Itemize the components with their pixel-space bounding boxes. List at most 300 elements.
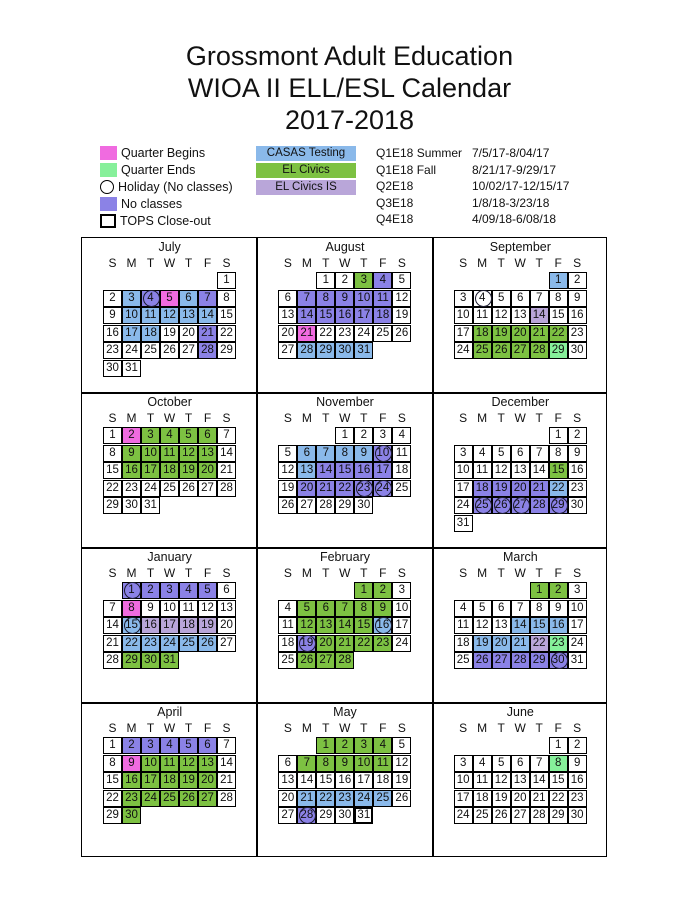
quarter-name: Q1E18 Summer	[376, 146, 463, 160]
day-cell: 11	[160, 445, 179, 462]
day-cell: 5	[492, 290, 511, 307]
holiday-circle-icon	[475, 497, 492, 514]
day-cell: 7	[511, 600, 530, 617]
weekday-letter: T	[497, 566, 505, 580]
quarter-row	[376, 145, 569, 162]
day-cell: 27	[511, 807, 530, 824]
day-cell: 9	[373, 600, 392, 617]
day-cell: 21	[511, 635, 530, 652]
day-cell: 19	[278, 480, 297, 497]
day-cell: 3	[122, 290, 141, 307]
day-cell: 9	[122, 755, 141, 772]
day-cell: 3	[141, 737, 160, 754]
month-name: May	[333, 705, 357, 719]
day-cell: 25	[373, 790, 392, 807]
weekday-letter: W	[514, 256, 526, 270]
day-cell: 27	[179, 342, 198, 359]
day-cell: 18	[160, 772, 179, 789]
day-cell: 17	[141, 462, 160, 479]
day-cell: 23	[373, 635, 392, 652]
weekday-letter: M	[301, 721, 312, 735]
day-cell: 21	[103, 635, 122, 652]
day-cell: 29	[549, 342, 568, 359]
day-cell: 21	[297, 790, 316, 807]
day-cell: 3	[373, 427, 392, 444]
weekday-letter: S	[573, 566, 582, 580]
day-cell: 20	[297, 480, 316, 497]
legend-label: Holiday (No classes)	[118, 179, 233, 194]
day-cell: 28	[103, 652, 122, 669]
day-cell: 18	[373, 772, 392, 789]
month-name: April	[157, 705, 183, 719]
weekday-letter: S	[108, 256, 117, 270]
day-cell: 29	[530, 652, 549, 669]
legend-label: No classes	[121, 196, 183, 211]
day-cell: 20	[511, 325, 530, 342]
month-name: December	[491, 395, 550, 409]
quarter-name: Q4E18	[376, 212, 414, 227]
weekday-letter: T	[184, 566, 193, 580]
day-cell: 7	[198, 290, 217, 307]
weekday-letter: S	[283, 566, 292, 580]
day-cell: 17	[354, 772, 373, 789]
day-cell: 31	[454, 515, 473, 532]
day-cell: 31	[568, 652, 587, 669]
day-cell: 12	[160, 307, 179, 324]
day-cell: 17	[354, 307, 373, 324]
day-cell: 19	[492, 325, 511, 342]
day-cell: 8	[103, 755, 122, 772]
day-cell: 3	[160, 582, 179, 599]
day-cell: 10	[141, 755, 160, 772]
weekday-letter: F	[554, 256, 562, 270]
day-cell: 5	[160, 290, 179, 307]
day-cell: 23	[549, 635, 568, 652]
month-name: September	[489, 240, 551, 254]
day-cell: 13	[316, 617, 335, 634]
day-cell: 14	[335, 617, 354, 634]
day-cell: 30	[568, 342, 587, 359]
weekday-letter: S	[573, 721, 582, 735]
day-cell: 15	[549, 462, 568, 479]
day-cell: 22	[103, 790, 122, 807]
day-cell: 16	[549, 617, 568, 634]
day-cell: 17	[373, 462, 392, 479]
day-cell: 15	[122, 617, 141, 634]
day-cell: 31	[354, 807, 373, 824]
day-cell: 1	[335, 427, 354, 444]
weekday-letter: M	[477, 411, 488, 425]
day-cell: 30	[568, 807, 587, 824]
legend-label: Quarter Begins	[121, 145, 206, 160]
weekday-letter: S	[459, 256, 468, 270]
day-cell: 23	[103, 342, 122, 359]
weekday-letter: M	[126, 566, 137, 580]
weekday-letter: S	[108, 566, 117, 580]
day-cell: 4	[454, 600, 473, 617]
day-cell: 8	[316, 755, 335, 772]
weekday-letter: W	[339, 566, 351, 580]
day-cell: 19	[297, 635, 316, 652]
day-cell: 27	[217, 635, 236, 652]
day-cell: 17	[141, 772, 160, 789]
calendar-grid	[81, 237, 607, 857]
tops-closeout-box-icon	[354, 807, 373, 824]
day-cell: 16	[373, 617, 392, 634]
day-cell: 5	[278, 445, 297, 462]
day-cell: 1	[530, 582, 549, 599]
day-cell: 22	[335, 480, 354, 497]
quarter-dates: 1/8/18-3/23/18	[472, 195, 550, 210]
day-cell: 9	[568, 445, 587, 462]
day-cell: 3	[454, 290, 473, 307]
day-cell: 25	[454, 652, 473, 669]
day-cell: 8	[549, 755, 568, 772]
weekday-letter: W	[514, 566, 526, 580]
day-cell: 14	[297, 307, 316, 324]
day-cell: 27	[198, 790, 217, 807]
day-cell: 14	[530, 307, 549, 324]
day-cell: 15	[316, 307, 335, 324]
day-cell: 22	[549, 480, 568, 497]
weekday-letter: S	[397, 721, 406, 735]
day-cell: 4	[392, 427, 411, 444]
weekday-letter: S	[222, 721, 231, 735]
day-cell: 19	[392, 772, 411, 789]
month-december	[433, 393, 608, 548]
weekday-letter: T	[360, 256, 368, 270]
day-cell: 2	[141, 582, 160, 599]
holiday-circle-icon	[494, 497, 511, 514]
weekday-letter: F	[379, 411, 387, 425]
day-cell: 10	[122, 307, 141, 324]
weekday-letter: T	[535, 721, 543, 735]
holiday-circle-icon	[124, 617, 141, 634]
weekday-letter: M	[126, 256, 137, 270]
weekday-letter: F	[203, 411, 212, 425]
day-cell: 10	[160, 600, 179, 617]
day-cell: 28	[511, 652, 530, 669]
day-cell: 3	[392, 582, 411, 599]
day-cell: 15	[217, 307, 236, 324]
day-cell: 30	[122, 807, 141, 824]
day-cell: 24	[160, 635, 179, 652]
legend-no-classes	[100, 195, 233, 212]
day-cell: 4	[473, 290, 492, 307]
day-cell: 18	[473, 790, 492, 807]
green-swatch-icon	[100, 163, 117, 177]
weekday-letter: T	[146, 411, 155, 425]
day-cell: 25	[141, 342, 160, 359]
day-cell: 10	[454, 307, 473, 324]
day-cell: 4	[373, 272, 392, 289]
day-cell: 3	[454, 445, 473, 462]
day-cell: 1	[316, 737, 335, 754]
month-october	[82, 393, 257, 548]
quarter-name: Q1E18 Fall	[376, 162, 437, 177]
legend-holiday	[100, 178, 233, 195]
month-july	[82, 238, 257, 393]
day-cell: 22	[103, 480, 122, 497]
holiday-circle-icon	[299, 635, 316, 652]
weekday-letter: T	[184, 256, 193, 270]
day-cell: 22	[549, 325, 568, 342]
day-cell: 25	[373, 325, 392, 342]
day-cell: 27	[278, 807, 297, 824]
day-cell: 26	[492, 342, 511, 359]
day-cell: 30	[103, 360, 122, 377]
day-cell: 19	[179, 772, 198, 789]
day-cell: 9	[335, 755, 354, 772]
quarter-table	[376, 145, 569, 228]
day-cell: 6	[179, 290, 198, 307]
day-cell: 22	[549, 790, 568, 807]
weekday-letter: W	[339, 256, 351, 270]
quarter-dates: 4/09/18-6/08/18	[472, 212, 557, 227]
day-cell: 4	[160, 737, 179, 754]
day-cell: 29	[316, 342, 335, 359]
day-cell: 18	[141, 325, 160, 342]
day-cell: 4	[179, 582, 198, 599]
day-cell: 22	[217, 325, 236, 342]
month-may	[257, 703, 432, 858]
weekday-letter: T	[146, 256, 155, 270]
weekday-letter: W	[514, 721, 526, 735]
day-cell: 6	[492, 600, 511, 617]
day-cell: 25	[160, 790, 179, 807]
el-civics-is-badge: EL Civics IS	[256, 180, 356, 195]
weekday-letter: T	[146, 566, 155, 580]
day-cell: 6	[511, 755, 530, 772]
day-cell: 30	[122, 497, 141, 514]
weekday-letter: M	[301, 256, 312, 270]
day-cell: 24	[454, 342, 473, 359]
day-cell: 25	[392, 480, 411, 497]
day-cell: 10	[141, 445, 160, 462]
day-cell: 10	[454, 772, 473, 789]
day-cell: 17	[122, 325, 141, 342]
day-cell: 15	[103, 772, 122, 789]
day-cell: 26	[297, 652, 316, 669]
day-cell: 1	[103, 737, 122, 754]
weekday-letter: S	[397, 256, 406, 270]
day-cell: 6	[511, 290, 530, 307]
day-cell: 28	[530, 342, 549, 359]
day-cell: 23	[354, 480, 373, 497]
month-name: January	[147, 550, 192, 564]
title-line-1: Grossmont Adult Education	[185, 41, 514, 71]
day-cell: 24	[141, 790, 160, 807]
day-cell: 9	[141, 600, 160, 617]
day-cell: 5	[392, 272, 411, 289]
purple-swatch-icon	[100, 197, 117, 211]
day-cell: 17	[454, 325, 473, 342]
day-cell: 8	[103, 445, 122, 462]
day-cell: 21	[530, 790, 549, 807]
day-cell: 19	[392, 307, 411, 324]
day-cell: 5	[179, 427, 198, 444]
square-icon	[100, 214, 116, 228]
weekday-letter: M	[126, 721, 137, 735]
day-cell: 11	[141, 307, 160, 324]
day-cell: 27	[511, 342, 530, 359]
day-cell: 24	[568, 635, 587, 652]
day-cell: 23	[335, 790, 354, 807]
weekday-letter: W	[339, 721, 351, 735]
weekday-letter: S	[222, 566, 231, 580]
weekday-letter: F	[379, 721, 387, 735]
day-cell: 10	[354, 755, 373, 772]
day-cell: 11	[473, 462, 492, 479]
day-cell: 13	[179, 307, 198, 324]
quarter-dates: 10/02/17-12/15/17	[472, 179, 570, 194]
day-cell: 15	[530, 617, 549, 634]
day-cell: 9	[549, 600, 568, 617]
day-cell: 24	[454, 497, 473, 514]
day-cell: 25	[473, 807, 492, 824]
day-cell: 12	[179, 445, 198, 462]
day-cell: 6	[511, 445, 530, 462]
day-cell: 26	[392, 790, 411, 807]
holiday-circle-icon	[375, 445, 392, 462]
month-name: November	[316, 395, 374, 409]
weekday-letter: T	[360, 411, 368, 425]
day-cell: 2	[335, 737, 354, 754]
holiday-circle-icon	[124, 582, 141, 599]
day-cell: 25	[473, 342, 492, 359]
weekday-letter: S	[397, 566, 406, 580]
day-cell: 7	[530, 445, 549, 462]
day-cell: 19	[492, 480, 511, 497]
day-cell: 17	[392, 617, 411, 634]
weekday-letter: M	[301, 566, 312, 580]
day-cell: 31	[122, 360, 141, 377]
day-cell: 6	[297, 445, 316, 462]
legend-quarter-ends	[100, 161, 233, 178]
day-cell: 7	[217, 737, 236, 754]
day-cell: 16	[335, 772, 354, 789]
day-cell: 24	[141, 480, 160, 497]
weekday-letter: T	[184, 721, 193, 735]
weekday-letter: S	[222, 256, 231, 270]
day-cell: 8	[354, 600, 373, 617]
day-cell: 20	[278, 325, 297, 342]
day-cell: 13	[198, 755, 217, 772]
quarter-row	[376, 162, 569, 179]
day-cell: 29	[103, 807, 122, 824]
day-cell: 16	[122, 462, 141, 479]
weekday-letter: M	[477, 566, 488, 580]
day-cell: 19	[198, 617, 217, 634]
weekday-letter: S	[108, 411, 117, 425]
title-line-2: WIOA II ELL/ESL Calendar	[187, 73, 512, 103]
day-cell: 11	[179, 600, 198, 617]
day-cell: 24	[373, 480, 392, 497]
day-cell: 24	[354, 790, 373, 807]
weekday-letter: T	[322, 411, 330, 425]
weekday-letter: S	[573, 256, 582, 270]
day-cell: 29	[335, 497, 354, 514]
quarter-row	[376, 195, 569, 212]
weekday-letter: S	[573, 411, 582, 425]
day-cell: 7	[297, 755, 316, 772]
weekday-letter: T	[535, 566, 543, 580]
day-cell: 1	[103, 427, 122, 444]
day-cell: 12	[392, 290, 411, 307]
day-cell: 24	[122, 342, 141, 359]
day-cell: 2	[549, 582, 568, 599]
day-cell: 14	[217, 755, 236, 772]
month-name: July	[158, 240, 181, 254]
day-cell: 18	[454, 635, 473, 652]
day-cell: 14	[297, 772, 316, 789]
day-cell: 14	[217, 445, 236, 462]
day-cell: 28	[335, 652, 354, 669]
day-cell: 8	[549, 445, 568, 462]
day-cell: 11	[392, 445, 411, 462]
day-cell: 5	[392, 737, 411, 754]
day-cell: 29	[103, 497, 122, 514]
day-cell: 8	[549, 290, 568, 307]
day-cell: 11	[473, 772, 492, 789]
day-cell: 15	[316, 772, 335, 789]
month-name: February	[319, 550, 370, 564]
day-cell: 10	[392, 600, 411, 617]
day-cell: 29	[316, 807, 335, 824]
holiday-circle-icon	[551, 497, 568, 514]
day-cell: 30	[354, 497, 373, 514]
holiday-circle-icon	[356, 480, 373, 497]
weekday-letter: F	[379, 566, 387, 580]
day-cell: 16	[141, 617, 160, 634]
day-cell: 26	[492, 497, 511, 514]
day-cell: 4	[473, 445, 492, 462]
day-cell: 31	[141, 497, 160, 514]
day-cell: 1	[122, 582, 141, 599]
holiday-circle-icon	[513, 497, 530, 514]
day-cell: 2	[373, 582, 392, 599]
month-september	[433, 238, 608, 393]
circle-icon	[100, 180, 114, 194]
day-cell: 15	[335, 462, 354, 479]
day-cell: 15	[549, 307, 568, 324]
day-cell: 30	[549, 652, 568, 669]
day-cell: 20	[278, 790, 297, 807]
day-cell: 26	[392, 325, 411, 342]
day-cell: 1	[549, 737, 568, 754]
holiday-circle-icon	[551, 652, 568, 669]
day-cell: 20	[198, 462, 217, 479]
day-cell: 13	[217, 600, 236, 617]
day-cell: 16	[568, 307, 587, 324]
day-cell: 13	[511, 307, 530, 324]
day-cell: 28	[530, 807, 549, 824]
day-cell: 27	[511, 497, 530, 514]
day-cell: 12	[492, 462, 511, 479]
day-cell: 7	[316, 445, 335, 462]
weekday-letter: T	[497, 411, 505, 425]
day-cell: 16	[568, 462, 587, 479]
month-name: June	[506, 705, 534, 719]
day-cell: 12	[278, 462, 297, 479]
day-cell: 8	[316, 290, 335, 307]
day-cell: 20	[217, 617, 236, 634]
day-cell: 30	[335, 807, 354, 824]
day-cell: 28	[217, 480, 236, 497]
month-january	[82, 548, 257, 703]
legend-label: TOPS Close-out	[120, 213, 211, 228]
day-cell: 21	[335, 635, 354, 652]
